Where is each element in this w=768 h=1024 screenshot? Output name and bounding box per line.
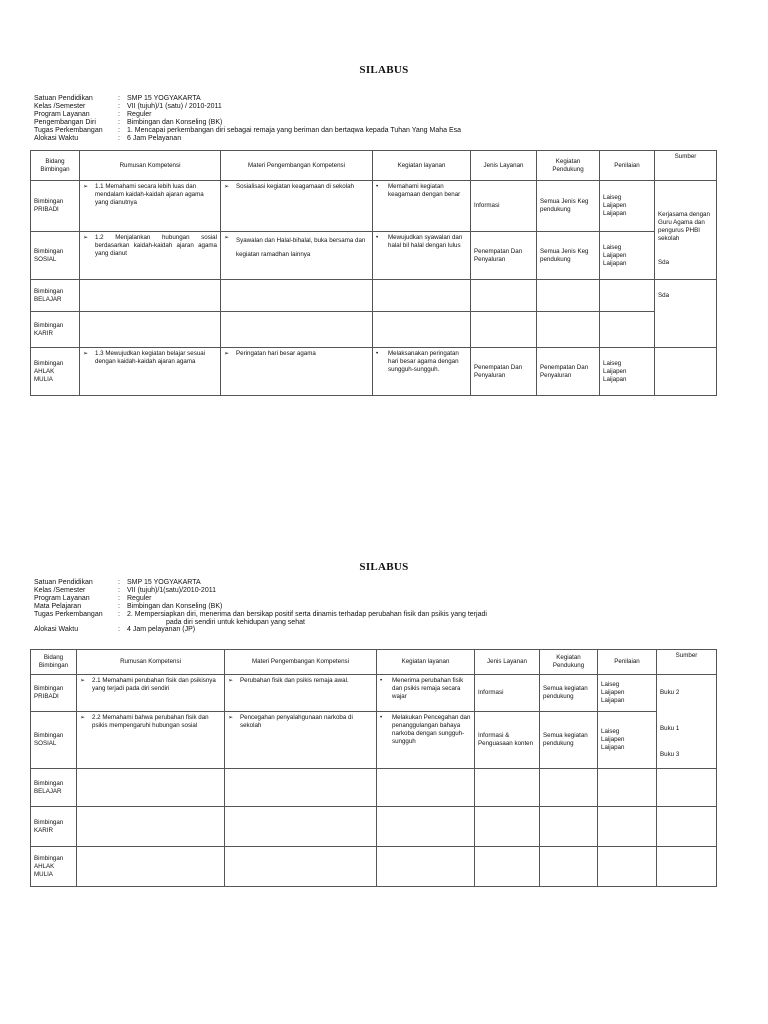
empty-cell <box>657 807 717 847</box>
meta-colon: : <box>118 95 120 102</box>
sumber-cell: Sda <box>655 280 717 348</box>
bidang-label: KARIR <box>34 329 53 337</box>
meta-label: Kelas /Semester <box>34 586 86 594</box>
pendukung-cell: Semua kegiatan pendukung <box>540 675 598 712</box>
bidang-cell <box>31 807 77 847</box>
bidang-label: SOSIAL <box>34 255 57 263</box>
meta-row <box>34 103 461 111</box>
empty-cell <box>377 847 475 887</box>
meta-colon: : <box>118 118 120 126</box>
arrow-bullet-icon: ➢ <box>224 350 230 357</box>
meta-label: Mata Pelajaran <box>34 602 82 610</box>
penilaian-item: Laijapan <box>603 375 627 383</box>
bidang-label: AHLAK <box>34 367 55 375</box>
penilaian-item: Laijapan <box>601 697 625 704</box>
bidang-label: PRIBADI <box>34 693 59 700</box>
meta-value: 1. Mencapai perkembangan diri sebagai remaja yang beriman dan bertaqwa kepada Tuhan Yang Maha Esa <box>127 126 462 134</box>
column-header: Rumusan Kompetensi <box>80 151 221 181</box>
empty-cell <box>475 847 540 887</box>
bidang-cell <box>31 181 80 232</box>
penilaian-item: Laiseg <box>603 359 622 367</box>
bidang-cell <box>31 769 77 807</box>
sumber-text: Kerjasama dengan Guru Agama dan pengurus PHBI sekolah <box>658 211 710 242</box>
materi-text: Syawalan dan Halal-bihalal, buka bersama dan kegiatan ramadhan lainnya <box>236 237 366 258</box>
kompetensi-cell <box>80 348 221 396</box>
pendukung-cell: Semua kegiatan pendukung <box>540 712 598 769</box>
meta-value: 6 Jam Pelayanan <box>127 134 182 142</box>
empty-cell <box>77 807 225 847</box>
bidang-label: BELAJAR <box>34 295 62 303</box>
meta-value: Reguler <box>127 594 152 602</box>
meta-label: Satuan Pendidikan <box>34 95 93 102</box>
penilaian-item: Laijapen <box>603 367 627 375</box>
meta-row <box>34 127 461 135</box>
kompetensi-cell <box>80 181 221 232</box>
empty-cell <box>657 769 717 807</box>
page-title: SILABUS <box>359 64 409 76</box>
arrow-bullet-icon: ➢ <box>80 677 86 684</box>
bidang-label: MULIA <box>34 870 53 878</box>
empty-cell <box>540 847 598 887</box>
kegiatan-text: Melakukan Pencegahan dan penanggulangan bahaya narkoba dengan sungguh-sungguh <box>392 714 471 745</box>
column-header: Jenis Layanan <box>471 151 537 181</box>
materi-cell <box>221 232 373 280</box>
penilaian-item: Laiseg <box>603 194 622 201</box>
penilaian-cell <box>600 232 655 280</box>
column-header: Kegiatan layanan <box>373 151 471 181</box>
bidang-label: PRIBADI <box>34 206 59 213</box>
bidang-cell <box>31 232 80 280</box>
materi-cell <box>225 675 377 712</box>
meta-label: Tugas Perkembangan <box>34 126 103 134</box>
meta-colon: : <box>118 602 120 610</box>
meta-value: SMP 15 YOGYAKARTA <box>127 95 201 102</box>
meta-value: VII (tujuh)/1 (satu) / 2010-2011 <box>127 102 222 110</box>
penilaian-item: Laijapen <box>601 736 625 743</box>
meta-row <box>34 111 461 119</box>
materi-cell <box>221 348 373 396</box>
penilaian-item: Laijapen <box>603 202 627 209</box>
bidang-label: BELAJAR <box>34 787 62 795</box>
meta-label: Kelas /Semester <box>34 102 86 110</box>
empty-cell <box>537 312 600 348</box>
meta-row <box>34 595 487 603</box>
bidang-label: Bimbingan <box>34 685 64 692</box>
meta-colon: : <box>118 586 120 594</box>
meta-row <box>34 619 487 627</box>
arrow-bullet-icon: ➢ <box>228 714 234 721</box>
table-row <box>31 712 717 769</box>
sumber-text: Buku 1 <box>660 725 680 732</box>
meta-value: pada diri sendiri untuk kehidupan yang sehat <box>166 618 305 626</box>
empty-cell <box>225 847 377 887</box>
kompetensi-text: 2.1 Memahami perubahan fisik dan psikisnya yang terjadi pada diri sendiri <box>92 677 216 692</box>
bidang-cell <box>31 712 77 769</box>
bidang-label: KARIR <box>34 826 53 834</box>
penilaian-item: Laiseg <box>601 728 620 735</box>
kompetensi-text: 1.3 Mewujudkan kegiatan belajar sesuai dengan kaidah-kaidah ajaran agama <box>95 350 206 365</box>
column-header: Sumber <box>655 151 717 181</box>
kegiatan-text: Menerima perubahan fisik dan psikis remaja secara wajar <box>392 677 464 700</box>
kegiatan-cell <box>377 712 475 769</box>
bidang-label: Bimbingan <box>34 321 64 329</box>
column-header: Kegiatan Pendukung <box>537 151 600 181</box>
kegiatan-cell <box>373 232 471 280</box>
column-header: Penilaian <box>598 650 657 675</box>
column-header: Jenis Layanan <box>475 650 540 675</box>
empty-cell <box>540 807 598 847</box>
bidang-label: Bimbingan <box>34 247 64 255</box>
empty-cell <box>471 280 537 312</box>
kegiatan-text: Memahami kegiatan keagamaan dengan benar <box>388 183 461 198</box>
kompetensi-text: 2.2 Memahami bahwa perubahan fisik dan psikis mempengaruhi hubungan sosial <box>92 714 209 729</box>
table-row <box>31 312 717 348</box>
jenis-cell: Informasi <box>475 675 540 712</box>
meta-colon: : <box>118 126 120 134</box>
bidang-cell <box>31 847 77 887</box>
kegiatan-text: Mewujudkan syawalan dan halal bil halal dengan lulus <box>388 234 463 249</box>
jenis-cell: Informasi <box>471 181 537 232</box>
table-row <box>31 847 717 887</box>
penilaian-item: Laijapen <box>601 689 625 696</box>
arrow-bullet-icon: ➢ <box>228 677 234 684</box>
bidang-label: Bimbingan <box>34 287 64 295</box>
bidang-label: Bimbingan <box>34 818 64 826</box>
meta-label: Tugas Perkembangan <box>34 610 103 618</box>
empty-cell <box>475 807 540 847</box>
bidang-label: Bimbingan <box>34 854 64 862</box>
materi-text: Perubahan fisik dan psikis remaja awal. <box>240 677 349 684</box>
meta-colon: : <box>118 579 120 586</box>
column-header: Bidang Bimbingan <box>31 151 80 181</box>
arrow-bullet-icon: ➢ <box>80 714 86 721</box>
bidang-cell <box>31 675 77 712</box>
arrow-bullet-icon: ➢ <box>83 234 89 241</box>
table-header-row <box>31 151 717 181</box>
empty-cell <box>77 847 225 887</box>
meta-colon: : <box>118 134 120 142</box>
table-header-row <box>31 650 717 675</box>
arrow-bullet-icon: ➢ <box>83 350 89 357</box>
meta-row <box>34 95 461 103</box>
column-header: Rumusan Kompetensi <box>77 650 225 675</box>
meta-colon: : <box>118 110 120 118</box>
bidang-cell <box>31 348 80 396</box>
sumber-text: Sda <box>658 259 670 266</box>
penilaian-item: Laiseg <box>603 243 622 251</box>
jenis-cell: Penempatan Dan Penyaluran <box>471 232 537 280</box>
sumber-cell <box>655 181 717 280</box>
empty-cell <box>657 847 717 887</box>
meta-colon: : <box>118 626 120 634</box>
bidang-cell <box>31 280 80 312</box>
meta-row <box>34 135 461 143</box>
meta-label: Alokasi Waktu <box>34 626 79 634</box>
kegiatan-cell <box>373 348 471 396</box>
empty-cell <box>225 769 377 807</box>
penilaian-cell <box>600 181 655 232</box>
table-row <box>31 807 717 847</box>
table-row <box>31 181 717 232</box>
jenis-cell: Informasi & Penguasaan konten <box>475 712 540 769</box>
meta-label: Satuan Pendidikan <box>34 579 93 586</box>
meta-label: Pengembangan Diri <box>34 118 96 126</box>
bidang-label: AHLAK <box>34 862 55 870</box>
meta-colon: : <box>118 102 120 110</box>
meta-value: Bimbingan dan Konseling (BK) <box>127 602 223 610</box>
materi-text: Pencegahan penyalahgunaan narkoba di sekolah <box>240 714 353 729</box>
kompetensi-cell <box>77 675 225 712</box>
penilaian-item: Laijapan <box>603 259 627 267</box>
empty-cell <box>221 280 373 312</box>
penilaian-item: Laijapan <box>601 744 625 751</box>
bidang-label: Bimbingan <box>34 198 64 205</box>
syllabus-meta <box>34 95 461 142</box>
sumber-text: Buku 3 <box>660 751 680 758</box>
syllabus-table <box>30 150 717 396</box>
table-row <box>31 675 717 712</box>
empty-cell <box>598 769 657 807</box>
bidang-label: Bimbingan <box>34 359 64 367</box>
pendukung-cell: Semua Jenis Keg pendukung <box>537 232 600 280</box>
meta-row <box>34 587 487 595</box>
arrow-bullet-icon: ➢ <box>224 234 230 241</box>
column-header: Kegiatan Pendukung <box>540 650 598 675</box>
meta-value: VII (tujuh)/1(satu)/2010-2011 <box>127 586 216 594</box>
empty-cell <box>471 312 537 348</box>
bidang-cell <box>31 312 80 348</box>
penilaian-cell <box>598 712 657 769</box>
materi-text: Sosialisasi kegiatan keagamaan di sekolah <box>236 183 354 190</box>
empty-cell <box>80 312 221 348</box>
empty-cell <box>598 847 657 887</box>
meta-colon: : <box>118 594 120 602</box>
empty-cell <box>225 807 377 847</box>
empty-cell <box>373 280 471 312</box>
empty-cell <box>373 312 471 348</box>
penilaian-item: Laijapen <box>603 251 627 259</box>
empty-cell <box>598 807 657 847</box>
syllabus-meta <box>34 579 487 634</box>
meta-colon: : <box>118 610 120 618</box>
dot-bullet-icon: • <box>380 714 383 721</box>
kompetensi-text: 1.2 Menjalankan hubungan sosial berdasarkan kaidah-kaidah ajaran agama yang dianut <box>95 234 217 257</box>
empty-cell <box>221 312 373 348</box>
bidang-label: Bimbingan <box>34 779 64 787</box>
materi-cell <box>225 712 377 769</box>
meta-value: Reguler <box>127 110 152 118</box>
bidang-label: Bimbingan <box>34 732 64 739</box>
column-header: Penilaian <box>600 151 655 181</box>
kompetensi-cell <box>77 712 225 769</box>
syllabus-table <box>30 649 717 887</box>
kegiatan-text: Melaksanakan peringatan hari besar agama dengan sungguh-sungguh. <box>388 350 459 373</box>
table-row <box>31 280 717 312</box>
materi-cell <box>221 181 373 232</box>
meta-row <box>34 603 487 611</box>
meta-row <box>34 626 487 634</box>
arrow-bullet-icon: ➢ <box>83 183 89 190</box>
bidang-label: SOSIAL <box>34 740 57 747</box>
meta-value: 2. Mempersiapkan diri, menerima dan bersikap positif serta dinamis terhadap perubahan fisik dan psikis yang terjadi <box>127 610 487 618</box>
penilaian-cell <box>598 675 657 712</box>
kompetensi-cell <box>80 232 221 280</box>
table-row <box>31 348 717 396</box>
empty-cell <box>540 769 598 807</box>
kegiatan-cell <box>377 675 475 712</box>
empty-cell <box>600 312 655 348</box>
dot-bullet-icon: • <box>376 183 379 190</box>
meta-label: Alokasi Waktu <box>34 134 79 142</box>
empty-cell <box>77 769 225 807</box>
arrow-bullet-icon: ➢ <box>224 183 230 190</box>
column-header: Materi Pengembangan Kompetensi <box>221 151 373 181</box>
meta-row <box>34 119 461 127</box>
empty-cell <box>377 807 475 847</box>
meta-row <box>34 579 487 587</box>
sumber-cell <box>657 675 717 769</box>
page-title: SILABUS <box>359 561 409 573</box>
pendukung-cell: Semua Jenis Keg pendukung <box>537 181 600 232</box>
table-row <box>31 232 717 280</box>
dot-bullet-icon: • <box>376 350 379 357</box>
dot-bullet-icon: • <box>380 677 383 684</box>
empty-cell <box>475 769 540 807</box>
empty-cell <box>80 280 221 312</box>
kegiatan-cell <box>373 181 471 232</box>
empty-cell <box>537 280 600 312</box>
penilaian-cell <box>600 348 655 396</box>
jenis-cell: Penempatan Dan Penyaluran <box>471 348 537 396</box>
column-header: Sumber <box>657 650 717 675</box>
bidang-label: MULIA <box>34 375 53 383</box>
empty-cell <box>655 348 717 396</box>
pendukung-cell: Penempatan Dan Penyaluran <box>537 348 600 396</box>
table-row <box>31 769 717 807</box>
penilaian-item: Laijapan <box>603 210 627 217</box>
column-header: Bidang Bimbingan <box>31 650 77 675</box>
dot-bullet-icon: • <box>376 234 379 241</box>
meta-label: Program Layanan <box>34 110 90 118</box>
materi-text: Peringatan hari besar agama <box>236 350 316 357</box>
empty-cell <box>377 769 475 807</box>
sumber-text: Buku 2 <box>660 689 680 696</box>
meta-value: Bimbingan dan Konseling (BK) <box>127 118 223 126</box>
column-header: Kegiatan layanan <box>377 650 475 675</box>
empty-cell <box>600 280 655 312</box>
column-header: Materi Pengembangan Kompetensi <box>225 650 377 675</box>
kompetensi-text: 1.1 Memahami secara lebih luas dan mendalam kaidah-kaidah ajaran agama yang dianutnya <box>95 183 204 206</box>
meta-value: 4 Jam pelayanan (JP) <box>127 626 196 634</box>
meta-row <box>34 611 487 619</box>
meta-label: Program Layanan <box>34 594 90 602</box>
penilaian-item: Laiseg <box>601 681 620 688</box>
meta-value: SMP 15 YOGYAKARTA <box>127 579 201 586</box>
